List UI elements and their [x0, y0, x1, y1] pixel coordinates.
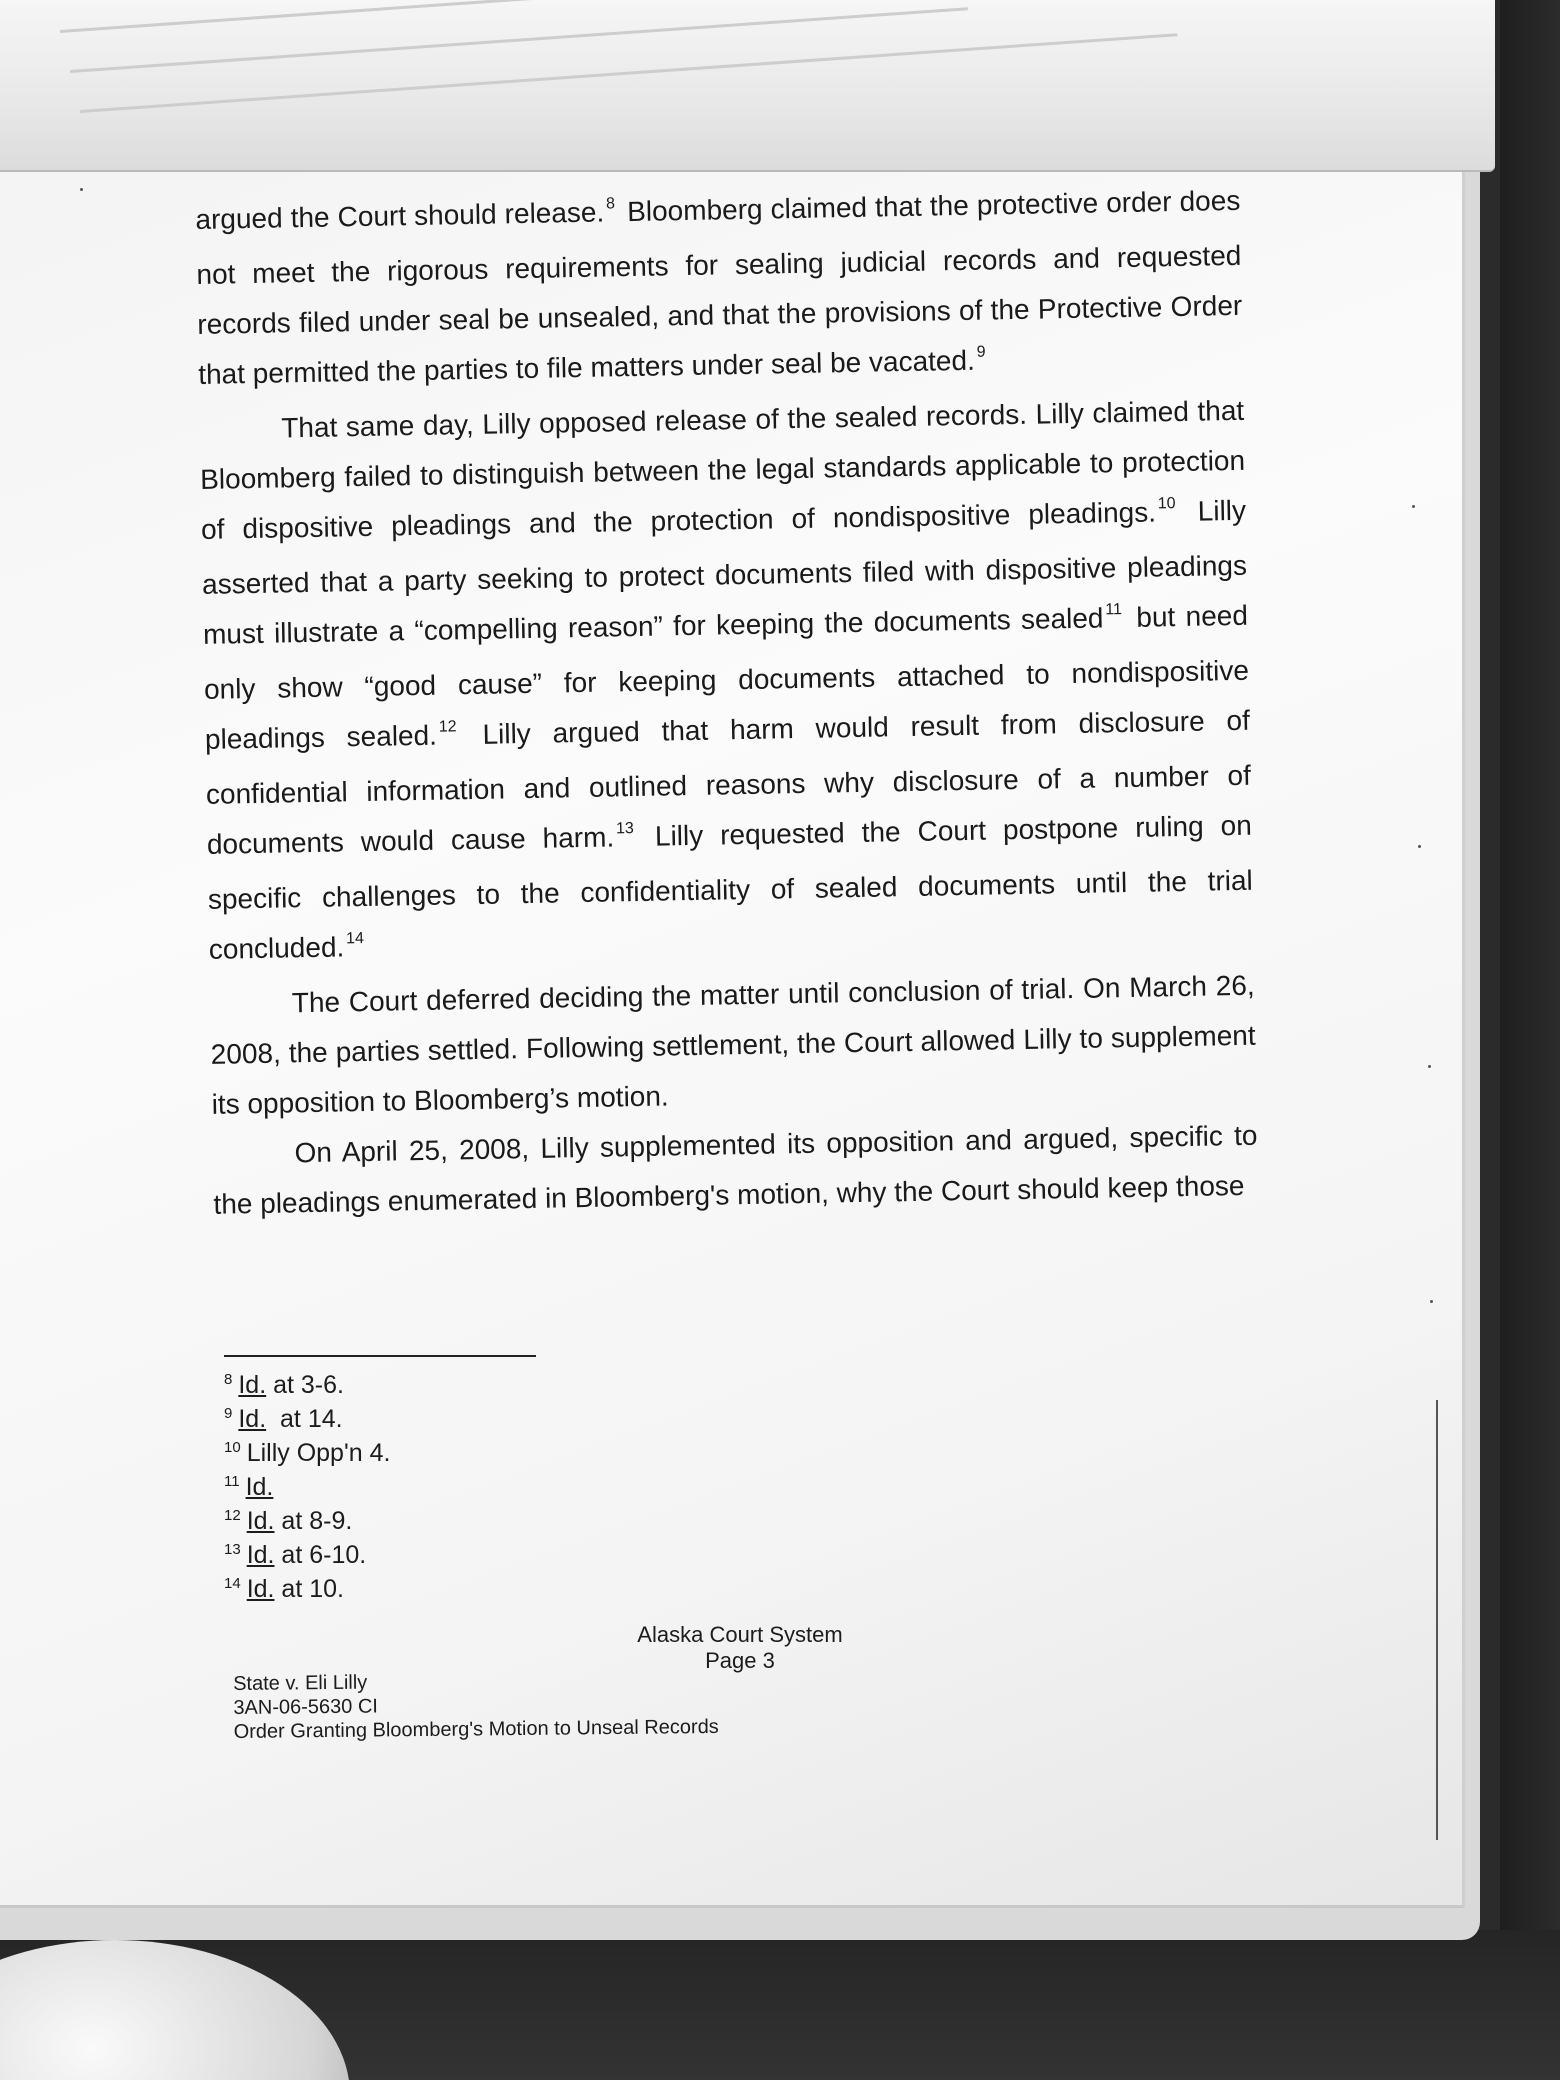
footnote-reference: 11 [1105, 601, 1123, 619]
footnote-number: 10 [224, 1439, 241, 1456]
paragraph [212, 1111, 1259, 1230]
footnote-reference: 14 [345, 930, 365, 948]
footnote [224, 1404, 390, 1438]
margin-dot [1412, 505, 1415, 508]
footnote-reference: 8 [605, 195, 616, 213]
bleed-through-line [70, 7, 968, 73]
paragraph [209, 961, 1257, 1130]
footnote-number: 9 [224, 1405, 233, 1422]
footnote-text: Lilly Opp'n 4. [246, 1439, 391, 1467]
footnote-citation: Id. [246, 1507, 275, 1535]
paragraph [195, 176, 1244, 405]
paragraph-text: The Court deferred deciding the matter until conclusion of trial. On March 26, 2008, the parties settled. Following settlement, the Court allowed Lilly to supplement its opposition to Bloomberg’s motion. [210, 969, 1256, 1120]
bleed-through-line [80, 33, 1178, 113]
footnote-text: at 6-10. [274, 1541, 367, 1569]
margin-dot [1430, 1300, 1433, 1303]
footnote-citation: Id. [245, 1473, 274, 1501]
footnotes [224, 1370, 390, 1608]
footnote-separator [224, 1355, 536, 1357]
footnote-text: at 8-9. [274, 1507, 353, 1535]
paragraph-text: That same day, Lilly opposed release of the sealed records. Lilly claimed that Bloomberg failed to distinguish between the legal standards applicable to protection of dispositive pleadings and the protection of nondispositive pleadings. [199, 394, 1246, 545]
bleed-through-line [60, 0, 759, 33]
margin-dot [1418, 845, 1421, 848]
footnote-number: 14 [224, 1575, 241, 1592]
footnote [224, 1438, 390, 1472]
document-title: Order Granting Bloomberg's Motion to Unseal Records [233, 1715, 719, 1743]
margin-dot [1428, 1065, 1431, 1068]
margin-dot [80, 188, 83, 191]
footnote-reference: 10 [1157, 495, 1176, 513]
footnote-number: 8 [224, 1371, 233, 1388]
footnote-reference: 13 [615, 820, 634, 838]
footnote-reference: 9 [976, 343, 986, 361]
footnote [224, 1506, 390, 1540]
footnote-citation: Id. [246, 1575, 275, 1603]
case-name: State v. Eli Lilly [233, 1671, 368, 1695]
footnote [224, 1574, 390, 1608]
paragraph-text: On April 25, 2008, Lilly supplemented its opposition and argued, specific to the pleadings enumerated in Bloomberg's motion, why the Court should keep those [213, 1119, 1258, 1220]
footnote [224, 1472, 390, 1506]
footnote-number: 11 [224, 1473, 240, 1490]
footnote-text: at 10. [274, 1575, 344, 1603]
footnote-citation: Id. [238, 1405, 267, 1433]
paragraph-text: Lilly asserted that a party seeking to protect documents filed with dispositive pleadings must illustrate a “compelling reason” for keeping the documents sealed [201, 494, 1248, 650]
paragraph-text: but need only show “good cause” for keeping documents attached to nondispositive pleadings sealed. [203, 599, 1250, 755]
paragraph-text: argued the Court should release. [195, 196, 605, 235]
page-number: Page 3 [705, 1648, 775, 1673]
case-number: 3AN-06-5630 CI [233, 1695, 379, 1719]
body-text [195, 176, 1259, 1230]
footnote-text: at 3-6. [266, 1371, 344, 1399]
footnote [224, 1540, 390, 1574]
court-name: Alaska Court System [637, 1622, 843, 1647]
footnote-text: at 14. [266, 1405, 343, 1433]
case-footer [233, 1667, 719, 1744]
paragraph [199, 386, 1254, 980]
footnote-citation: Id. [238, 1371, 267, 1399]
footnote-number: 13 [224, 1541, 241, 1558]
margin-mark [1436, 1400, 1438, 1840]
paragraph-text: Lilly argued that harm would result from disclosure of confidential information and outlined reasons why disclosure of a number of documents would cause harm. [205, 704, 1252, 860]
footnote-reference: 12 [438, 718, 457, 736]
footnote [224, 1370, 390, 1404]
paragraph-text: Lilly requested the Court postpone ruling on specific challenges to the confidentiality of sealed documents until the trial concluded. [207, 809, 1254, 965]
court-footer [610, 1622, 870, 1674]
desk-surface-right [1500, 0, 1560, 2080]
footnote-number: 12 [224, 1507, 241, 1524]
footnote-citation: Id. [246, 1541, 275, 1569]
previous-page-edge [0, 0, 1495, 172]
paragraph-text: Bloomberg claimed that the protective order does not meet the rigorous requirements for sealing judicial records and requested records filed under seal be unsealed, and that the provisions of the Protective Order that permitted the parties to file matters under seal be vacated. [196, 184, 1243, 390]
